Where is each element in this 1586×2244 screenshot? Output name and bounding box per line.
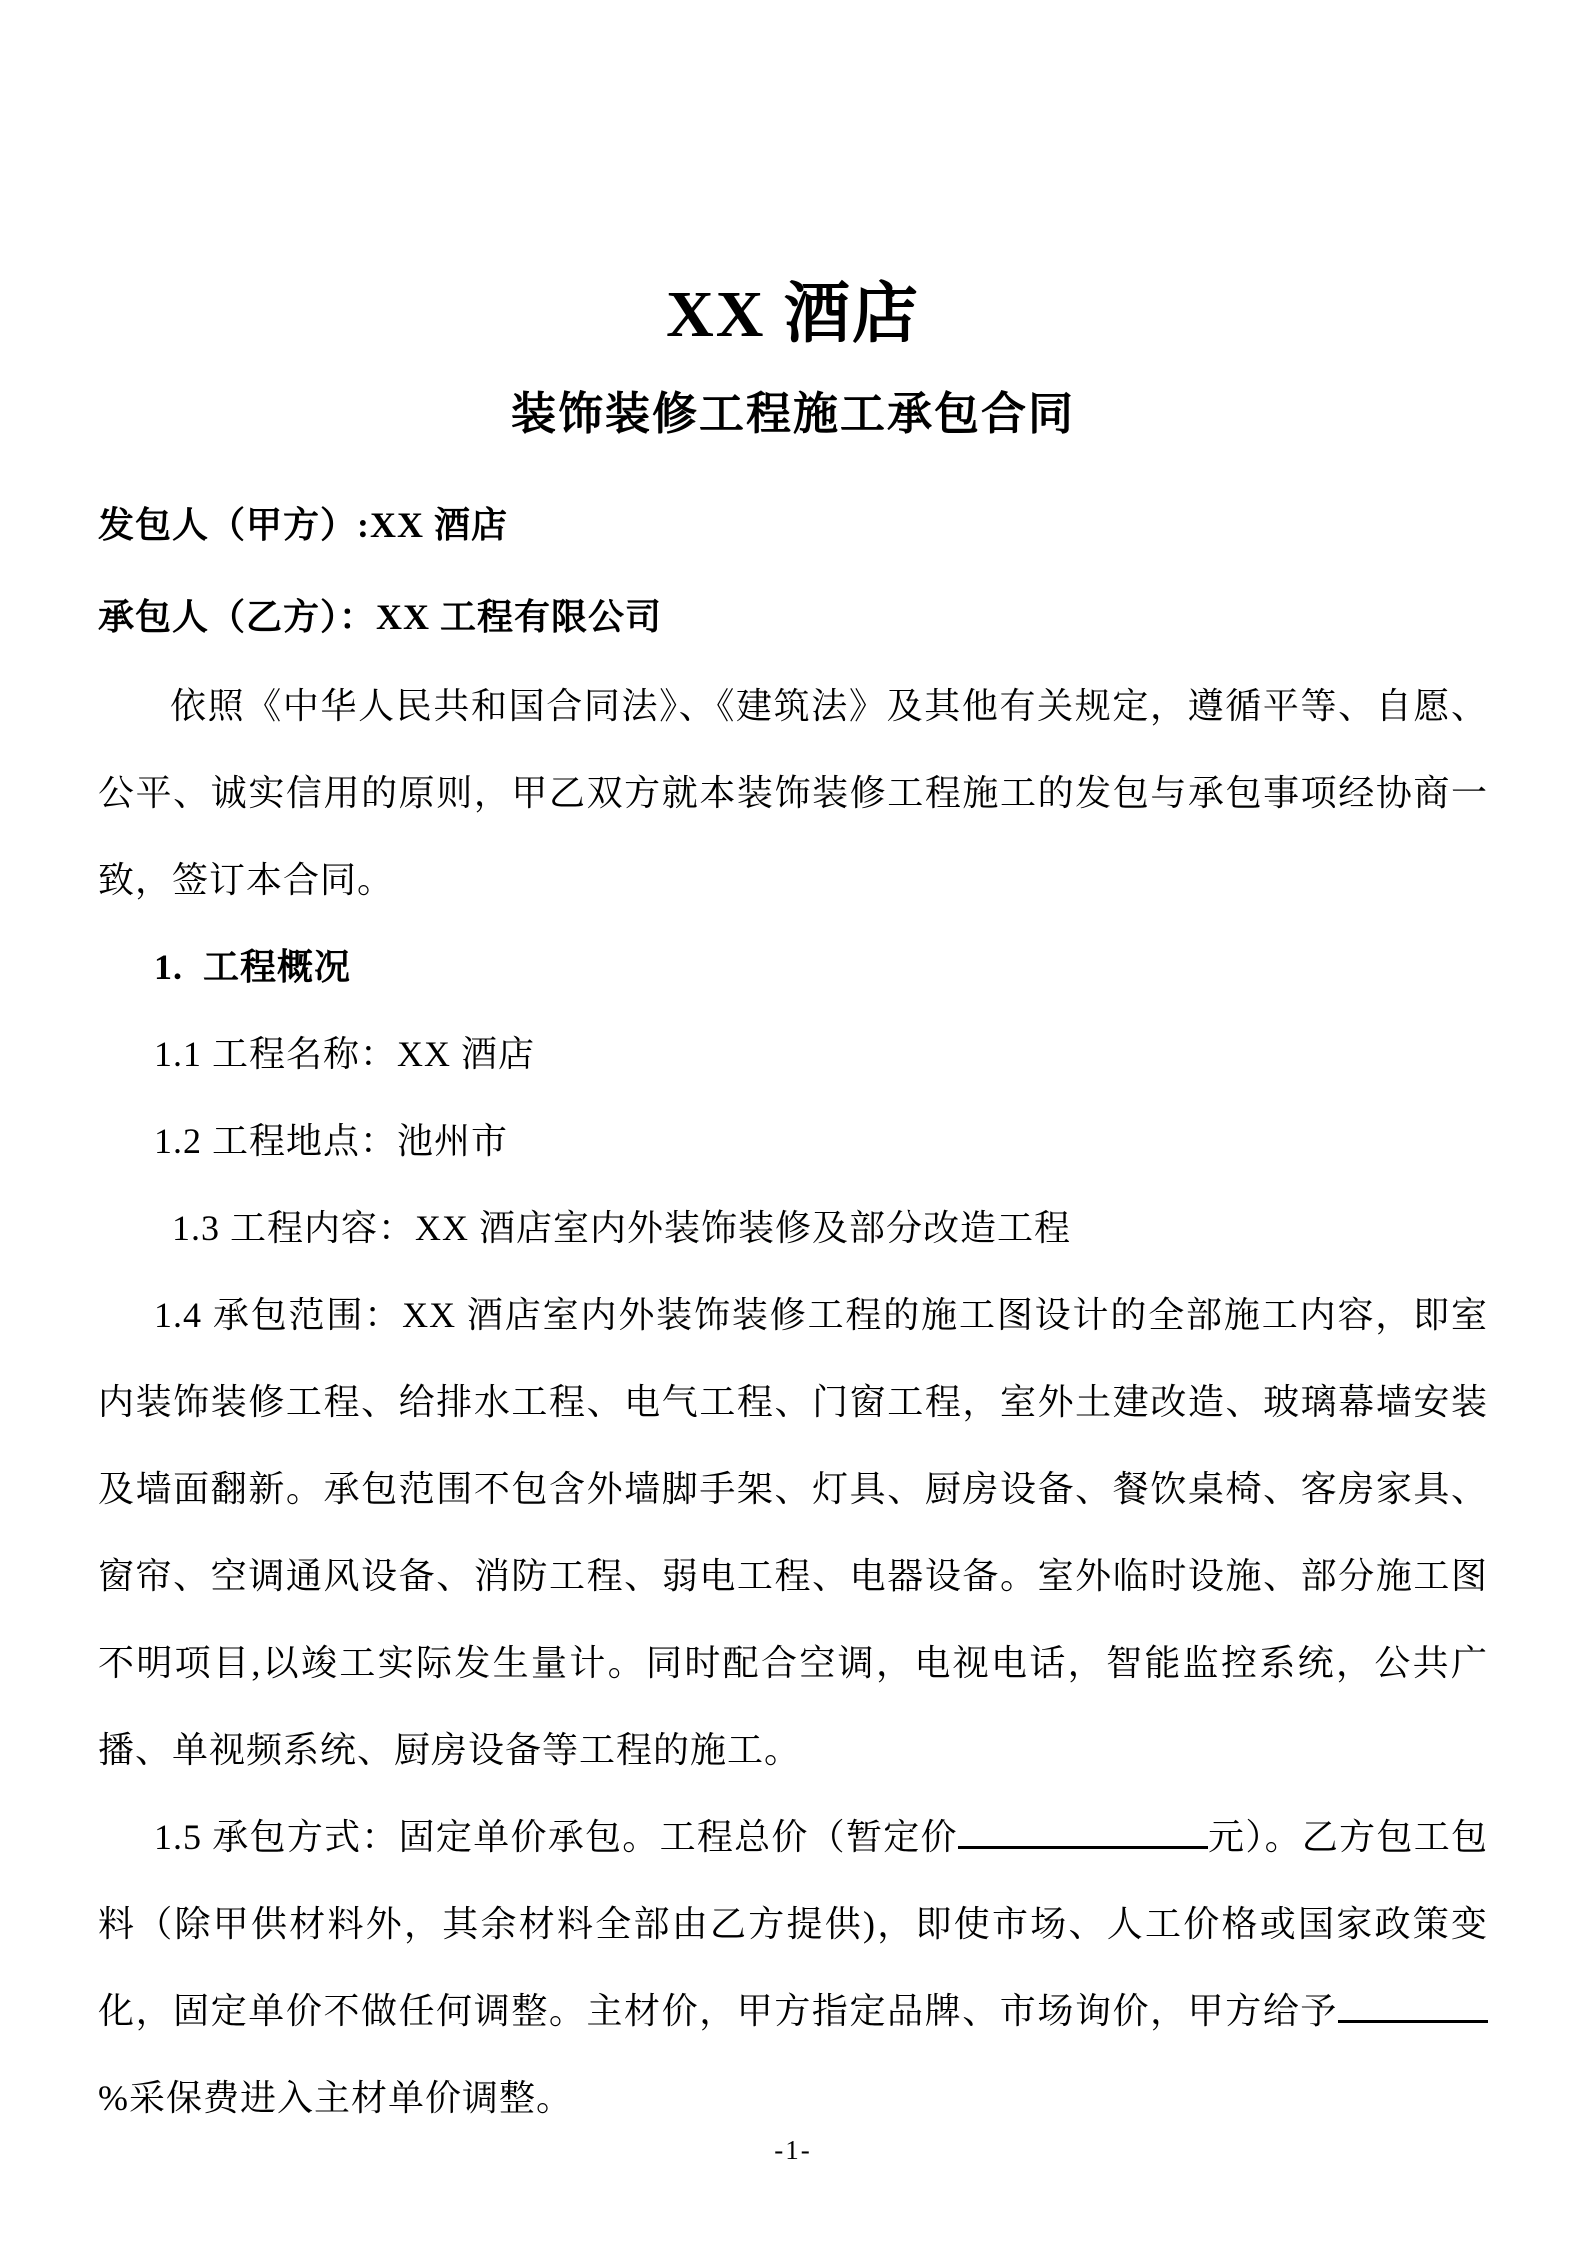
party-b-line: 承包人（乙方）：XX 工程有限公司 bbox=[98, 597, 662, 637]
section-1-heading: 1. 工程概况 bbox=[154, 947, 352, 987]
item-1-5-text-middle: 元）。乙方包工包料（除甲供材料外，其余材料全部由乙方提供)，即使市场、人工价格或国家政策变化，固定单价不做任何调整。主材价，甲方指定品牌、市场询价，甲方给予 bbox=[98, 1817, 1488, 2031]
item-1-4-contract-scope: 1.4 承包范围：XX 酒店室内外装饰装修工程的施工图设计的全部施工内容，即室内装饰装修工程、给排水工程、电气工程、门窗工程，室外土建改造、玻璃幕墙安装及墙面翻新。承包范围不包含外墙脚手架、灯具、厨房设备、餐饮桌椅、客房家具、窗帘、空调通风设备、消防工程、弱电工程、电器设备。室外临时设施、部分施工图不明项目,以竣工实际发生量计。同时配合空调，电视电话，智能监控系统，公共广播、单视频系统、厨房设备等工程的施工。 bbox=[98, 1295, 1488, 1770]
page-number: -1- bbox=[774, 2135, 812, 2165]
price-blank-underline bbox=[958, 1814, 1208, 1849]
party-a-line: 发包人（甲方）:XX 酒店 bbox=[98, 505, 508, 545]
item-1-5-text-before-price-blank: 1.5 承包方式：固定单价承包。工程总价（暂定价 bbox=[154, 1817, 958, 1857]
item-1-2-project-location: 1.2 工程地点：池州市 bbox=[154, 1121, 509, 1161]
item-1-3-project-content: 1.3 工程内容：XX 酒店室内外装饰装修及部分改造工程 bbox=[172, 1208, 1071, 1248]
document-title: XX 酒店 bbox=[666, 278, 920, 351]
item-1-5-contract-method bbox=[98, 1794, 1488, 2142]
item-1-1-project-name: 1.1 工程名称：XX 酒店 bbox=[154, 1034, 535, 1074]
intro-paragraph: 依照《中华人民共和国合同法》、《建筑法》及其他有关规定，遵循平等、自愿、公平、诚实信用的原则，甲乙双方就本装饰装修工程施工的发包与承包事项经协商一致，签订本合同。 bbox=[98, 686, 1488, 900]
document-subtitle: 装饰装修工程施工承包合同 bbox=[510, 389, 1075, 439]
item-1-5-text-after-percent-blank: %采保费进入主材单价调整。 bbox=[98, 2078, 573, 2118]
percent-blank-underline bbox=[1338, 1988, 1488, 2023]
